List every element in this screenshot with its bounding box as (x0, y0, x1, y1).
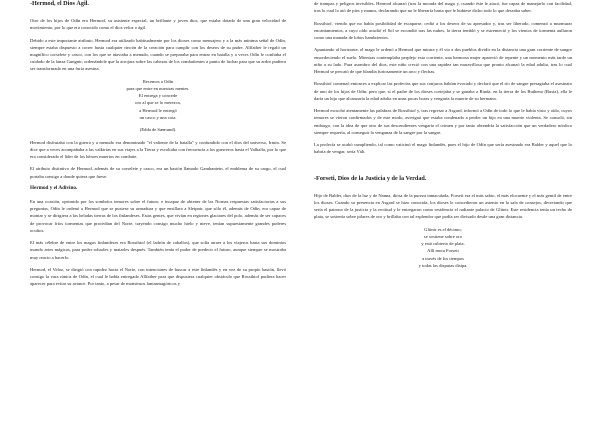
verse-line: se sostiene sobre oro (423, 233, 463, 239)
right-column (314, 0, 572, 424)
paragraph: Hijo de Balder, dios de la luz y de Nanna, diosa de la pureza inmaculada, Forseti era el más sabio, el más elocuente y el más gentil de entre los dioses. Cuando su presencia en Asgard se hizo conocida, los dioses le concedieron un asiento en la sala de consejos, decretando que sería el patrono de la justicia y la rectitud y le entregaron como residencia el radiante palacio de Glitnir. Este residencia tenía un techo de plata, se sostenía sobre pilares de oro y brillaba con tal esplendor que podía ser divisado desde una gran distancia. (314, 192, 572, 220)
paragraph: El más célebre de entre los magos finlandeses era Rossthiof (el ladrón de caballos), que solía atraer a los viajeros hasta sus dominios usando artes mágicas, para poder robarles y matarles después. También tenía el poder de predecir el futuro, aunque siempre se mostraba muy reacio a hacerlo. (30, 240, 286, 260)
verse-block (30, 78, 286, 121)
section-heading-hermod: -Hermod, el Dios Ágil. (30, 0, 89, 7)
verse-line: a Hermod le entregó (139, 107, 177, 113)
paragraph: El atributo distintivo de Hermod, además de su corselete y casco, era un bastón llamado Gambantein, el emblema de su cargo, el cual portaba consigo a donde quiera que fuese. (30, 166, 286, 179)
verse-line: Allí mora Forseti (427, 248, 459, 254)
verse-line: para que entre en nuestras mentes. (126, 86, 190, 91)
paragraph: Rossthiof comenzó entonces a explicar las profecías que sus conjuros habían evocado y declaró que el río de sangre presagiaba el asesinato de uno de los hijos de Odín, pero que, si el padre de los dioses cortejaba y se ganaba a Rinda, en la tierra de los Rutheno (Rusia), ella le daría un hijo que alcanzaría la edad adulta en unas pocas horas y vengaría la muerte de su hermano. (314, 81, 572, 101)
verse-line: un casco y una cota. (139, 114, 177, 120)
paragraph: Debido a este importante atributo, Hermod era utilizado habitualmente por los dioses como mensajero y a la más mínima señal de Odín, siempre estaba dispuesto a correr hasta cualquier rincón de la creación para cumplir con los deseos de su padre. Allfather le regaló un magnífico corselete y casco, con los que se ataviaba a menudo, cuando se preparaba para entrar en batalla y a veces Odín le confiaba el cuidado de la lanza Gungnir, ordenándole que la arrojara sobre las cabezas de los combatientes a punto de luchar para que su ardor pudiera ser transformado en una furia asesina. (30, 37, 286, 72)
paragraph: En una ocasión, oprimido por los sombríos temores sobre el futuro, e incapaz de obtener de las Nornas respuestas satisfactorias a sus preguntas, Odín le ordenó a Hermod que se pusiese su armadura y que ensillara a Sleipnir, que sólo él, además de Odín, era capaz de montar y se dirigiera a las heladas tierras de los finlandeses. Estas gentes, que vivían en regiones glaciares del polo, además de ser capaces de provocar fríos tormentas que procedían del Norte, trayendo consigo mucho hielo y nieve, tenían supuestamente grandes poderes ocultos. (30, 198, 286, 233)
paragraph: de trampas y peligros invisibles, Hermod alcanzó (tras la morada del mago y, cuando éste le atacó, fue capaz de manejarlo con facilidad, tras lo cual lo ató de pies y manos, declarando que no le liberaría hasta que le hubiese dicho todo lo que deseaba saber. (314, 1, 572, 14)
paragraph: Hermod escuchó atentamente las palabras de Rossthiof y, tras regresar a Asgard, informó a Odín de todo lo que le había visto y oído, cuyos temores se vieron confirmados y de este modo, averiguó que estaba condenado a perder un hijo en una muerte violenta. Se consoló, sin embargo, con la idea de que otro de sus descendientes vengaría el crimen y por tanto obtendría la satisfacción que un verdadero nórdico siempre requería, al conseguir la venganza de la sangre por la sangre. (314, 108, 572, 135)
verse-block (314, 226, 572, 269)
subsection-heading: Hermod y el Adivino. (30, 184, 78, 191)
paragraph: Otro de los hijos de Odín era Hermod, su asistente especial, un brillante y joven dios, que estaba dotado de una gran velocidad de movimiento, por lo que era conocido como el dios veloz o ágil. (30, 18, 286, 31)
verse-line: oro al que se lo merezca, (135, 100, 181, 106)
spacer (314, 161, 572, 175)
verse-line: Recemos a Odín (142, 78, 174, 84)
verse-line: y todas las disputas disipa. (418, 262, 468, 268)
left-column (30, 0, 286, 424)
verse-line: Glitnir es el décimo; (424, 226, 462, 232)
paragraph: La profecía se acabó cumpliendo, tal como vaticinó el mago finlandés, pues el hijo de Odín que sería asesinado era Balder y aquel que lo habría de vengar, sería Váli. (314, 142, 572, 155)
verse-line: y está cubierto de plata. (421, 241, 465, 247)
verse-source: (Edda de Sæmund). (139, 127, 177, 133)
verse-line: El entrega y concede (138, 93, 178, 99)
verse-line: a través de los tiempos (422, 255, 464, 261)
paragraph: Apuntando al horizonte, el mago le ordenó a Hermod que mirara y él vio a dos pueblos dividir en la distancia una gran corriente de sangre ensordeciendo el suelo. Mientras contemplaba perplejo esta corriente, una hermosa mujer apareció de repente y un momento más tarde un niño a su lado. Para asombro del dios, este niño creció con una rapidez tan maravillosa que pronto alcanzó la edad adulta, tras lo cual Hermod se percató de que blandía furiosamente un arco y flechas. (314, 47, 572, 74)
paragraph: Hermod, el Veloz, se dirigió con rapidez hacia el Norte, con intenciones de buscar a este finlandés y en vez de su propio bastón, llevó consigo la vara rúnica de Odín, el cual le había entregado Allfather para que dispusiera cualquier obstáculo que Rossthiof pudiera hacer aparecer para evitar su avance. Por tanto, a pesar de monstruos fantasmagóricos y (30, 266, 286, 287)
paragraph: Rossthiof, viendo que no había posibilidad de escaparse, cedió a los deseos de su apresador y, tras ser liberado, comenzó a murmurar encantamientos, a cuyo oído acudió el Sol se escondió tras las nubes, la tierra tembló y se estremeció y los vientos de tormenta aullaron como una manada de lobos hambrientos. (314, 20, 572, 40)
section-heading-forseti: -Forseti, Dios de la Justicia y de la Verdad. (314, 174, 427, 182)
paragraph: Hermod disfrutaba con la guerra y a menudo era denominado "el valiente de la batalla" y confundido con el dios del universo, Irmin. Se dice que a veces acompañaba a las valkirias en sus viajes a la Tierra y escoltaba con frecuencia a los guerreros hasta el Valhalla, por lo que era considerado el líder de los héroes muertos en combate. (30, 139, 286, 159)
